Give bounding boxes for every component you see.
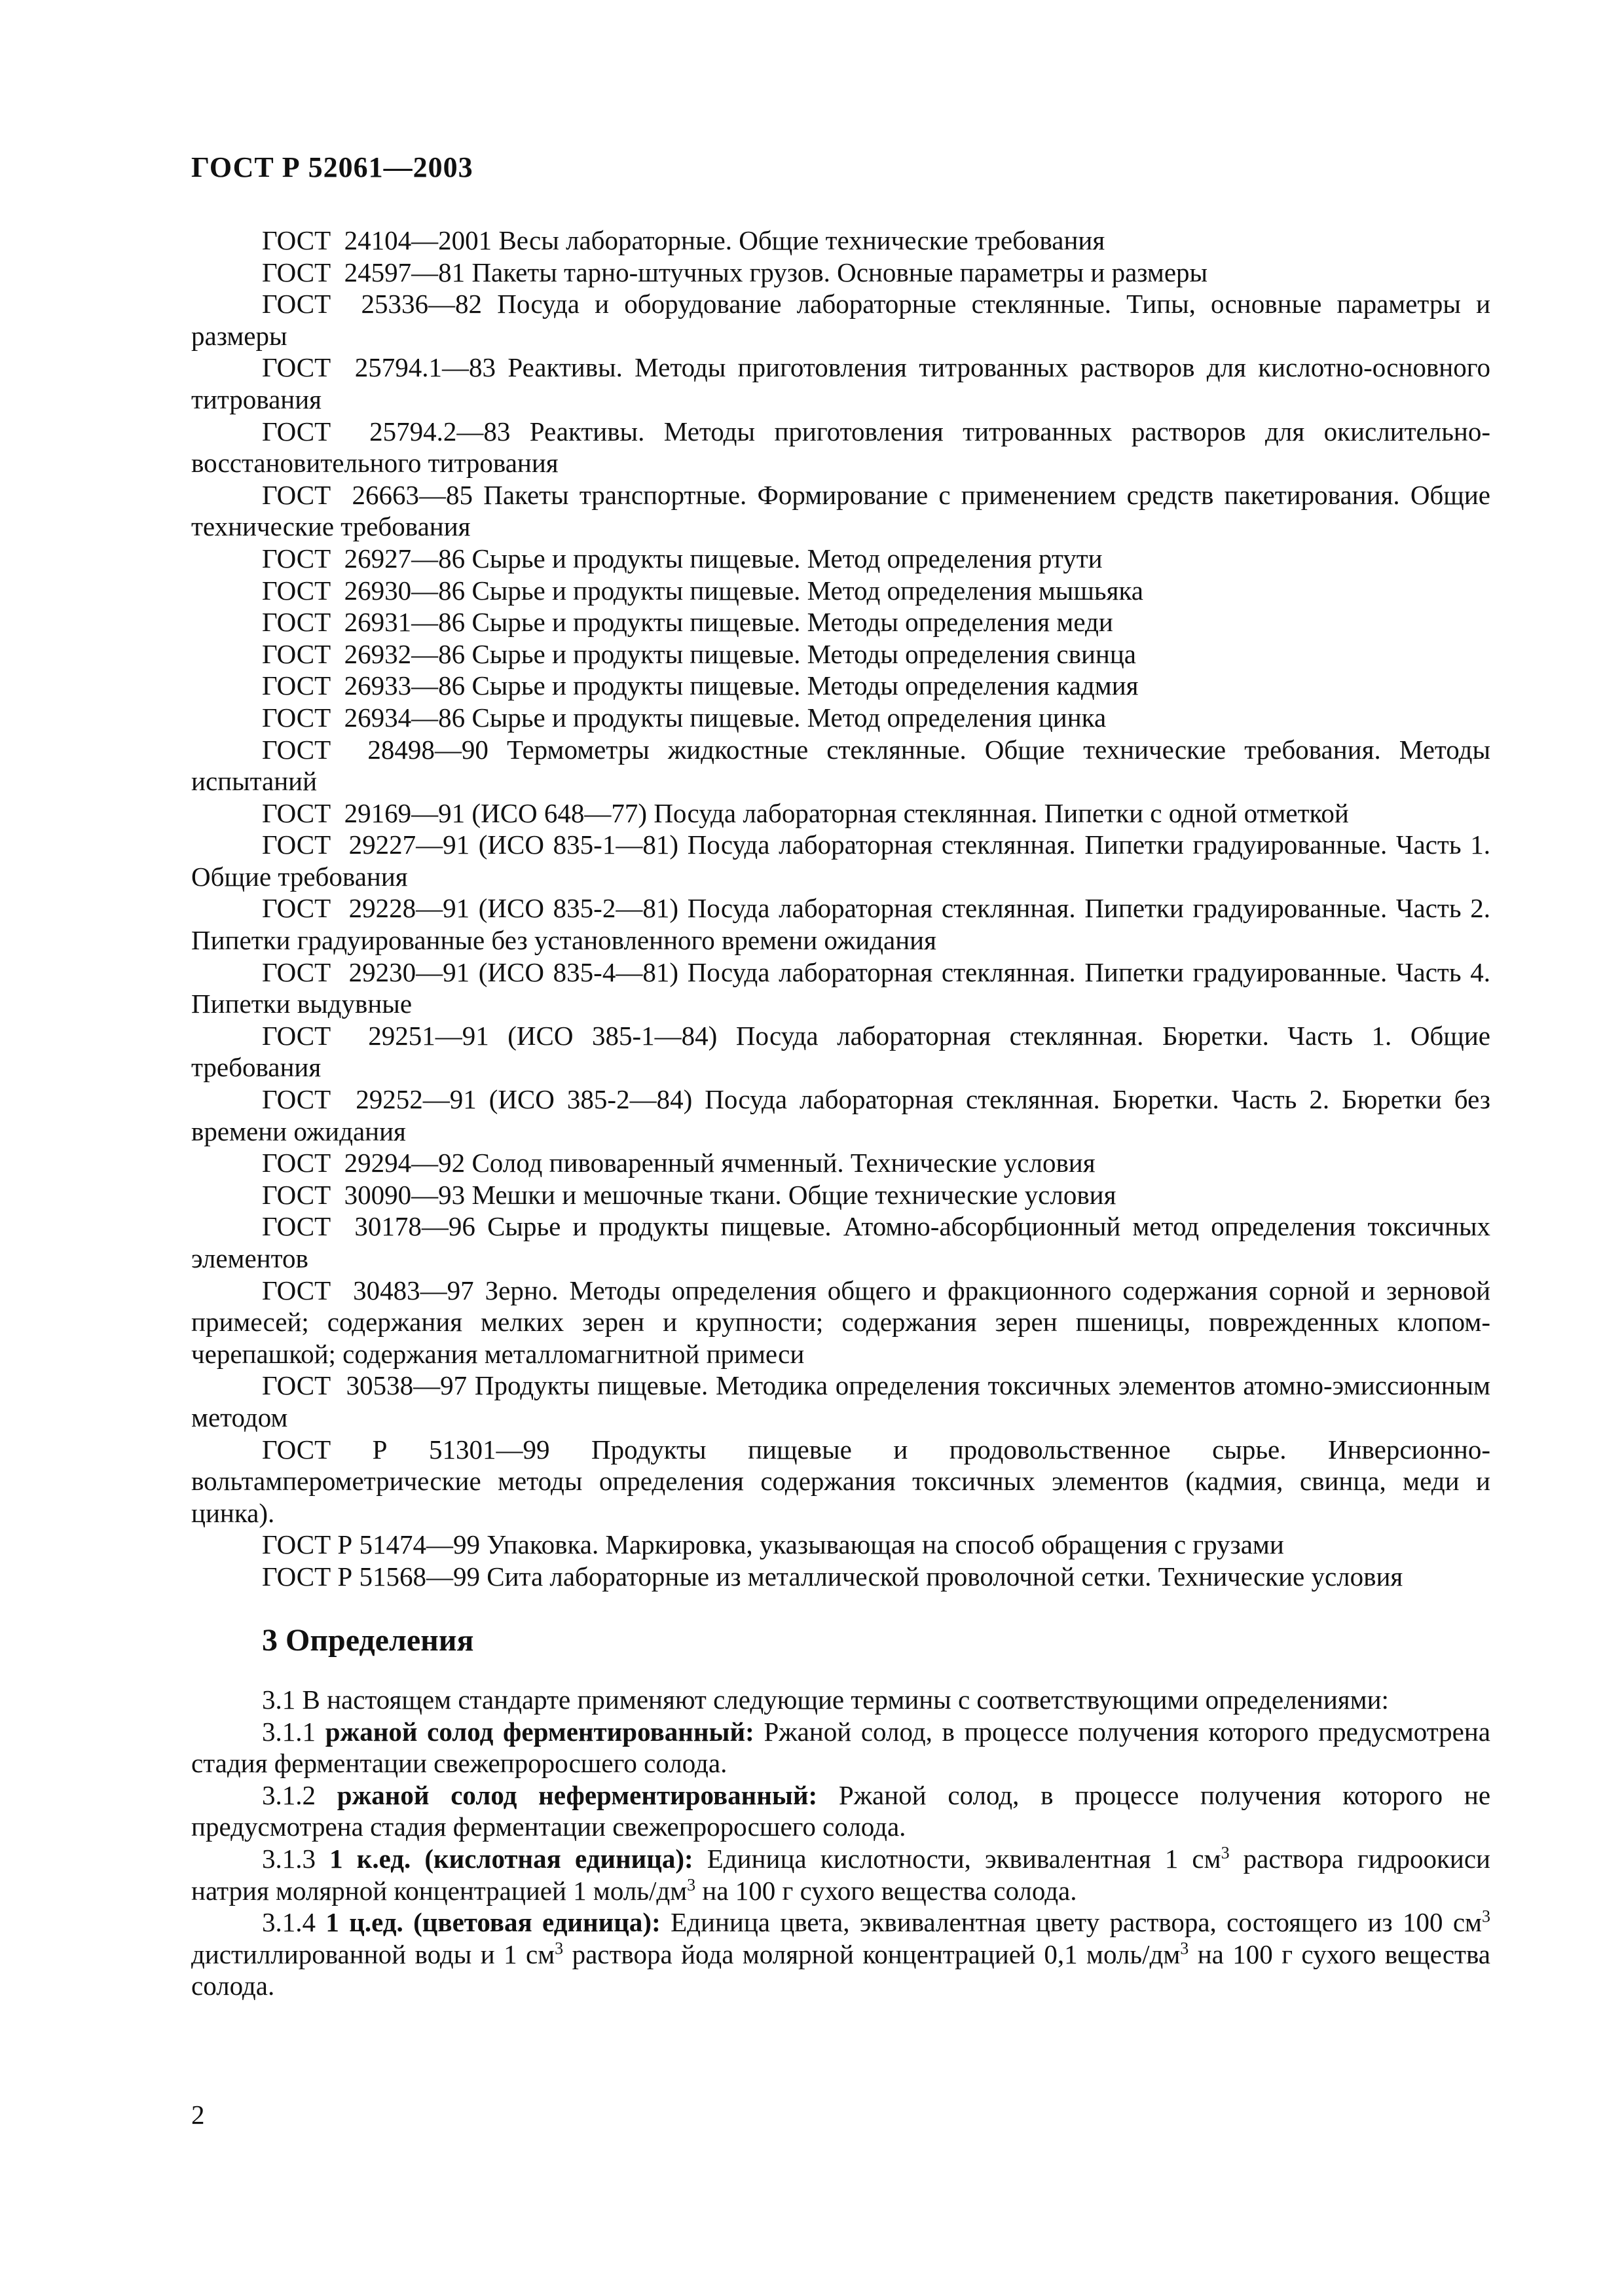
reference-code: ГОСТ Р 51474—99: [262, 1529, 480, 1560]
reference-item: [191, 892, 1490, 956]
reference-item: [191, 1084, 1490, 1147]
reference-item: [191, 638, 1490, 670]
reference-code: ГОСТ 28498—90: [262, 734, 488, 765]
reference-code: ГОСТ 29227—91 (ИСО 835-1—81): [262, 829, 678, 860]
reference-code: ГОСТ 25794.1—83: [262, 352, 496, 383]
reference-title: Весы лабораторные. Общие технические требования: [498, 225, 1105, 255]
reference-code: ГОСТ 30090—93: [262, 1179, 466, 1210]
reference-title: Продукты пищевые. Методика определения токсичных элементов атомно-эмиссионным методом: [191, 1370, 1491, 1432]
definition-3-1-3: [191, 1843, 1490, 1906]
reference-code: ГОСТ Р 51568—99: [262, 1561, 480, 1592]
reference-code: ГОСТ 26932—86: [262, 638, 466, 669]
reference-code: ГОСТ 29251—91 (ИСО 385-1—84): [262, 1020, 718, 1051]
reference-item: [191, 1434, 1490, 1529]
reference-title: Посуда лабораторная стеклянная. Бюретки. Часть 1. Общие требования: [191, 1020, 1490, 1083]
reference-item: [191, 257, 1490, 289]
reference-item: [191, 606, 1490, 638]
definition-text: раствора йода молярной концентрацией 0,1 моль/дм: [563, 1939, 1181, 1969]
reference-item: [191, 670, 1490, 702]
definition-3-1-1: [191, 1716, 1490, 1779]
page-number: 2: [191, 2100, 205, 2130]
definition-term: 1 к.ед. (кислотная единица):: [329, 1843, 693, 1874]
reference-item: [191, 1275, 1490, 1370]
reference-item: [191, 543, 1490, 575]
reference-item: [191, 957, 1490, 1020]
reference-item: [191, 797, 1490, 829]
reference-code: ГОСТ 24597—81: [262, 257, 466, 287]
reference-item: [191, 479, 1490, 543]
reference-item: [191, 1211, 1490, 1274]
reference-title: Упаковка. Маркировка, указывающая на способ обращения с грузами: [487, 1529, 1284, 1560]
reference-title: Термометры жидкостные стеклянные. Общие технические требования. Методы испытаний: [191, 734, 1491, 797]
reference-item: [191, 1020, 1490, 1084]
definition-number: 3.1.4: [262, 1907, 316, 1938]
reference-title: Продукты пищевые и продовольственное сырье. Инверсионно-вольтамперометрические методы определения содержания токсичных элементов (кадмия, свинца, меди и цинка).: [191, 1434, 1490, 1528]
reference-code: ГОСТ 25794.2—83: [262, 416, 511, 446]
reference-item: [191, 829, 1490, 892]
reference-code: ГОСТ 26933—86: [262, 670, 466, 701]
reference-title: Сырье и продукты пищевые. Методы определения меди: [471, 607, 1113, 638]
definition-3-1-4: [191, 1906, 1490, 2002]
document-code-header: ГОСТ Р 52061—2003: [191, 151, 473, 183]
reference-item: [191, 352, 1490, 415]
section-3-title: 3 Определения: [262, 1623, 474, 1658]
reference-title: Зерно. Методы определения общего и фракционного содержания сорной и зерновой примесей; содержания мелких зерен и крупности; содержания зерен пшеницы, поврежденных клопом-черепашкой; содержания металломагнитной примеси: [191, 1275, 1491, 1369]
reference-item: [191, 702, 1490, 734]
reference-title: Посуда лабораторная стеклянная. Пипетки с одной отметкой: [654, 797, 1349, 828]
superscript: 3: [1482, 1906, 1490, 1926]
reference-title: Сырье и продукты пищевые. Метод определения цинка: [471, 702, 1107, 733]
reference-code: ГОСТ Р 51301—99: [262, 1434, 550, 1465]
definition-text: на 100 г сухого вещества солода.: [695, 1875, 1077, 1906]
definition-term: 1 ц.ед. (цветовая единица):: [325, 1907, 661, 1938]
reference-title: Реактивы. Методы приготовления титрованных растворов для кислотно-основного титрования: [191, 352, 1490, 414]
superscript: 3: [555, 1939, 564, 1958]
reference-code: ГОСТ 29228—91 (ИСО 835-2—81): [262, 893, 678, 924]
reference-code: ГОСТ 29230—91 (ИСО 835-4—81): [262, 957, 678, 987]
reference-title: Мешки и мешочные ткани. Общие технические условия: [471, 1179, 1116, 1210]
superscript: 3: [687, 1874, 696, 1894]
reference-title: Посуда и оборудование лабораторные стеклянные. Типы, основные параметры и размеры: [191, 289, 1491, 351]
reference-title: Пакеты транспортные. Формирование с применением средств пакетирования. Общие технические требования: [191, 479, 1490, 542]
reference-item: [191, 225, 1490, 257]
definition-text: раствора гидроокиси натрия молярной концентрацией 1 моль/дм: [191, 1843, 1490, 1906]
reference-item: [191, 1529, 1490, 1561]
reference-code: ГОСТ 26927—86: [262, 543, 466, 574]
definitions-intro: 3.1 В настоящем стандарте применяют следующие термины с соответствующими определениями:: [262, 1685, 1389, 1715]
reference-item: [191, 288, 1490, 352]
definition-text: Единица цвета, эквивалентная цвету раствора, состоящего из 100 см: [671, 1907, 1482, 1938]
reference-code: ГОСТ 26931—86: [262, 607, 466, 638]
reference-code: ГОСТ 26663—85: [262, 479, 473, 510]
reference-code: ГОСТ 29252—91 (ИСО 385-2—84): [262, 1084, 693, 1115]
normative-references-list: [191, 225, 1490, 1593]
superscript: 3: [1180, 1939, 1189, 1958]
definition-text: дистиллированной воды и 1 см: [191, 1939, 555, 1969]
reference-title: Посуда лабораторная стеклянная. Пипетки градуированные. Часть 1. Общие требования: [191, 829, 1490, 892]
reference-title: Посуда лабораторная стеклянная. Пипетки градуированные. Часть 4. Пипетки выдувные: [191, 957, 1490, 1019]
reference-item: [191, 575, 1490, 607]
reference-item: [191, 1147, 1490, 1179]
reference-code: ГОСТ 24104—2001: [262, 225, 492, 255]
reference-title: Пакеты тарно-штучных грузов. Основные параметры и размеры: [471, 257, 1208, 287]
definition-term: ржаной солод ферментированный:: [325, 1716, 754, 1747]
reference-item: [191, 1370, 1490, 1433]
definitions-section: [191, 1684, 1490, 2002]
reference-code: ГОСТ 30538—97: [262, 1370, 468, 1401]
reference-code: ГОСТ 26930—86: [262, 575, 466, 606]
reference-code: ГОСТ 25336—82: [262, 289, 483, 319]
definition-text: на 100 г сухого вещества солода.: [191, 1939, 1490, 2001]
definition-number: 3.1.1: [262, 1716, 316, 1747]
reference-item: [191, 1561, 1490, 1593]
definition-text: Единица кислотности, эквивалентная 1 см: [707, 1843, 1221, 1874]
reference-title: Посуда лабораторная стеклянная. Пипетки градуированные. Часть 2. Пипетки градуированные без установленного времени ожидания: [191, 893, 1490, 956]
definition-text: Ржаной солод, в процессе получения которого предусмотрена стадия ферментации свежепроросшего солода.: [191, 1716, 1491, 1779]
definition-number: 3.1.2: [262, 1779, 316, 1810]
reference-title: Реактивы. Методы приготовления титрованных растворов для окислительно-восстановительного титрования: [191, 416, 1490, 479]
definition-text: Ржаной солод, в процессе получения которого не предусмотрена стадия ферментации свежепроросшего солода.: [191, 1779, 1491, 1842]
reference-title: Сита лабораторные из металлической проволочной сетки. Технические условия: [487, 1561, 1403, 1592]
reference-code: ГОСТ 30178—96: [262, 1211, 475, 1242]
reference-title: Сырье и продукты пищевые. Метод определения мышьяка: [471, 575, 1143, 606]
definition-3-1-2: [191, 1779, 1490, 1843]
reference-title: Посуда лабораторная стеклянная. Бюретки. Часть 2. Бюретки без времени ожидания: [191, 1084, 1490, 1146]
reference-item: [191, 1179, 1490, 1211]
reference-code: ГОСТ 26934—86: [262, 702, 466, 733]
reference-item: [191, 416, 1490, 479]
reference-code: ГОСТ 30483—97: [262, 1275, 474, 1305]
definition-term: ржаной солод неферментированный:: [337, 1779, 818, 1810]
reference-title: Сырье и продукты пищевые. Атомно-абсорбционный метод определения токсичных элементов: [191, 1211, 1490, 1273]
reference-title: Сырье и продукты пищевые. Методы определения кадмия: [471, 670, 1139, 701]
reference-code: ГОСТ 29294—92: [262, 1148, 466, 1178]
superscript: 3: [1221, 1843, 1230, 1863]
reference-title: Сырье и продукты пищевые. Метод определения ртути: [471, 543, 1103, 574]
definition-number: 3.1.3: [262, 1843, 316, 1874]
reference-title: Сырье и продукты пищевые. Методы определения свинца: [471, 638, 1136, 669]
reference-item: [191, 734, 1490, 797]
reference-code: ГОСТ 29169—91 (ИСО 648—77): [262, 797, 648, 828]
reference-title: Солод пивоваренный ячменный. Технические условия: [471, 1148, 1096, 1178]
